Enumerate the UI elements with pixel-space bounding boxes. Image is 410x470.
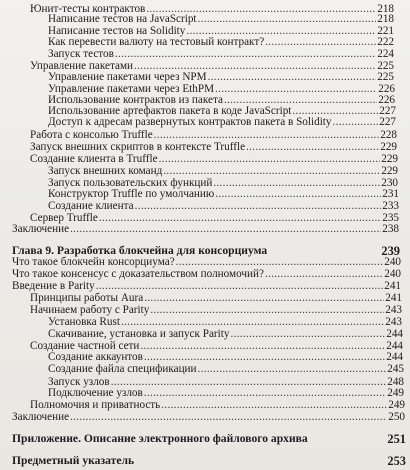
toc-entry-page-number: 227 xyxy=(379,105,396,117)
toc-entry xyxy=(12,268,401,280)
toc-entry-page-number: 229 xyxy=(380,141,397,153)
toc-entry-title: Как перевести валюту на тестовый контракт? xyxy=(48,36,265,48)
toc-entry-title: Доступ к адресам развернутых контрактов пакета в Solidity xyxy=(48,116,332,128)
toc-entry xyxy=(48,328,403,340)
toc-entry xyxy=(48,48,394,60)
toc-entry-title: Что такое блокчейн консорциума? xyxy=(12,256,175,268)
toc-entry-title: Запуск тестов xyxy=(48,48,114,60)
toc-entry-page-number: 245 xyxy=(387,363,404,375)
leader-dots xyxy=(161,399,387,411)
toc-entry xyxy=(12,223,399,235)
toc-entry xyxy=(48,116,396,128)
toc-entry-title: Подключение узлов xyxy=(48,387,143,399)
leader-dots xyxy=(333,116,379,128)
leader-dots xyxy=(150,304,384,316)
toc-entry-title: Создание аккаунтов xyxy=(48,351,143,363)
toc-entry xyxy=(30,304,402,316)
toc-entry-page-number: 222 xyxy=(377,36,394,48)
toc-entry-title: Заключение xyxy=(12,223,70,235)
toc-entry-title: Использование контрактов из пакета xyxy=(48,94,223,106)
toc-entry xyxy=(30,129,397,141)
toc-entry-title: Запуск пользовательских функций xyxy=(48,177,213,189)
toc-entry xyxy=(12,280,401,292)
leader-dots xyxy=(246,141,379,153)
toc-entry-page-number: 241 xyxy=(384,280,401,292)
leader-dots xyxy=(163,165,380,177)
leader-dots xyxy=(198,13,377,25)
toc-entry-title: Создание клиента в Truffle xyxy=(30,153,158,165)
toc-entry-title: Создание клиента xyxy=(48,200,134,212)
toc-entry-page-number: 244 xyxy=(386,351,403,363)
toc-entry xyxy=(30,292,402,304)
toc-entry-title: Управление пакетами xyxy=(30,60,134,72)
toc-entry xyxy=(30,153,398,165)
leader-dots xyxy=(121,316,384,328)
leader-dots xyxy=(198,363,387,375)
toc-entry xyxy=(48,351,403,363)
leader-dots xyxy=(154,129,380,141)
toc-entry-title: Управление пакетами через EthPM xyxy=(48,83,215,95)
toc-entry xyxy=(48,13,394,25)
toc-entry xyxy=(48,36,394,48)
toc-entry-page-number: 218 xyxy=(377,3,394,15)
toc-entry-page-number: 239 xyxy=(381,244,400,258)
toc-entry-title: Установка Rust xyxy=(48,316,120,328)
toc-entry-page-number: 221 xyxy=(377,25,394,37)
toc-entry-page-number: 238 xyxy=(382,223,399,235)
toc-entry-title: Приложение. Описание электронного файлового архива xyxy=(12,432,308,445)
toc-entry-page-number: 243 xyxy=(385,316,402,328)
toc-entry-page-number: 226 xyxy=(378,94,395,106)
toc-entry-title: Юнит-тесты контрактов xyxy=(30,3,146,15)
leader-dots xyxy=(230,328,385,340)
toc-entry-page-number: 240 xyxy=(384,256,401,268)
toc-entry-page-number: 240 xyxy=(384,268,401,280)
toc-entry xyxy=(48,387,404,399)
toc-entry xyxy=(48,165,398,177)
toc-entry xyxy=(12,256,401,268)
toc-chapter-entry xyxy=(12,454,406,468)
toc-entry-page-number: 248 xyxy=(387,376,404,388)
toc-entry-page-number: 228 xyxy=(380,129,397,141)
leader-dots xyxy=(144,351,385,363)
leader-dots xyxy=(176,256,384,268)
toc-entry-title: Управление пакетами через NPM xyxy=(48,71,207,83)
toc-entry-page-number: 225 xyxy=(377,71,394,83)
toc-entry-title: Принципы работы Aura xyxy=(30,292,144,304)
toc-entry-title: Запуск внешних команд xyxy=(48,165,163,177)
toc-entry xyxy=(48,316,402,328)
toc-chapter-entry xyxy=(12,432,406,446)
toc-entry-page-number: 249 xyxy=(388,399,405,411)
toc-entry-title: Запуск узлов xyxy=(48,376,110,388)
toc-entry-page-number: 235 xyxy=(382,212,399,224)
leader-dots xyxy=(265,36,376,48)
toc-entry-page-number: 249 xyxy=(387,387,404,399)
toc-entry-title: Что такое консенсус с доказательством полномочий? xyxy=(12,268,264,280)
toc-entry-page-number: 218 xyxy=(377,13,394,25)
leader-dots xyxy=(70,223,381,235)
toc-entry xyxy=(48,71,394,83)
toc-entry-page-number: 241 xyxy=(385,292,402,304)
toc-entry-title: Скачивание, установка и запуск Parity xyxy=(48,328,230,340)
leader-dots xyxy=(159,153,381,165)
toc-entry-page-number: 225 xyxy=(377,60,394,72)
leader-dots xyxy=(135,200,382,212)
leader-dots xyxy=(144,292,384,304)
toc-entry-page-number: 231 xyxy=(382,188,399,200)
toc-entry-title: Заключение xyxy=(12,411,70,423)
toc-entry-title: Запуск внешних скриптов в контексте Truffle xyxy=(30,141,246,153)
toc-entry-title: Использование артефактов пакета в коде JavaScript xyxy=(48,105,292,117)
toc-entry-title: Предметный указатель xyxy=(12,454,135,467)
toc-entry-page-number: 250 xyxy=(388,411,405,423)
toc-entry-page-number: 233 xyxy=(382,200,399,212)
toc-entry-title: Создание частной сети xyxy=(30,340,140,352)
toc-entry-title: Глава 9. Разработка блокчейна для консорциума xyxy=(12,244,268,257)
toc-entry-title: Написание тестов на Solidity xyxy=(48,25,186,37)
leader-dots xyxy=(70,411,387,423)
leader-dots xyxy=(208,71,377,83)
leader-dots xyxy=(96,280,384,292)
toc-entry-page-number: 251 xyxy=(387,432,406,446)
toc-entry-title: Работа с консолью Truffle xyxy=(30,129,153,141)
toc-entry-page-number: 226 xyxy=(378,83,395,95)
toc-entry-page-number: 229 xyxy=(381,165,398,177)
toc-entry-page-number: 230 xyxy=(381,177,398,189)
toc-entry xyxy=(48,363,404,375)
leader-dots xyxy=(265,268,383,280)
toc-entry-title: Введение в Parity xyxy=(12,280,95,292)
toc-entry xyxy=(48,188,399,200)
toc-entry-title: Сервер Truffle xyxy=(30,212,98,224)
leader-dots xyxy=(144,387,386,399)
toc-entry-page-number: 227 xyxy=(379,116,396,128)
toc-entry-page-number: 244 xyxy=(386,340,403,352)
toc-entry-page-number: 243 xyxy=(385,304,402,316)
toc-entry-page-number: 229 xyxy=(381,153,398,165)
toc-entry-title: Написание тестов на JavaScript xyxy=(48,13,197,25)
toc-entry xyxy=(30,141,397,153)
leader-dots xyxy=(215,188,381,200)
toc-entry xyxy=(48,200,399,212)
toc-entry-title: Создание файла спецификации xyxy=(48,363,197,375)
toc-entry-page-number: 244 xyxy=(386,328,403,340)
toc-entry-title: Конструктор Truffle по умолчанию xyxy=(48,188,215,200)
toc-entry-title: Полномочия и приватность xyxy=(30,399,161,411)
leader-dots xyxy=(115,48,376,60)
toc-entry xyxy=(30,399,405,411)
toc-entry xyxy=(12,411,405,423)
toc-entry-title: Начинаем работу с Parity xyxy=(30,304,150,316)
toc-entry-page-number: 224 xyxy=(377,48,394,60)
toc-entry-page-number: 253 xyxy=(387,454,406,468)
